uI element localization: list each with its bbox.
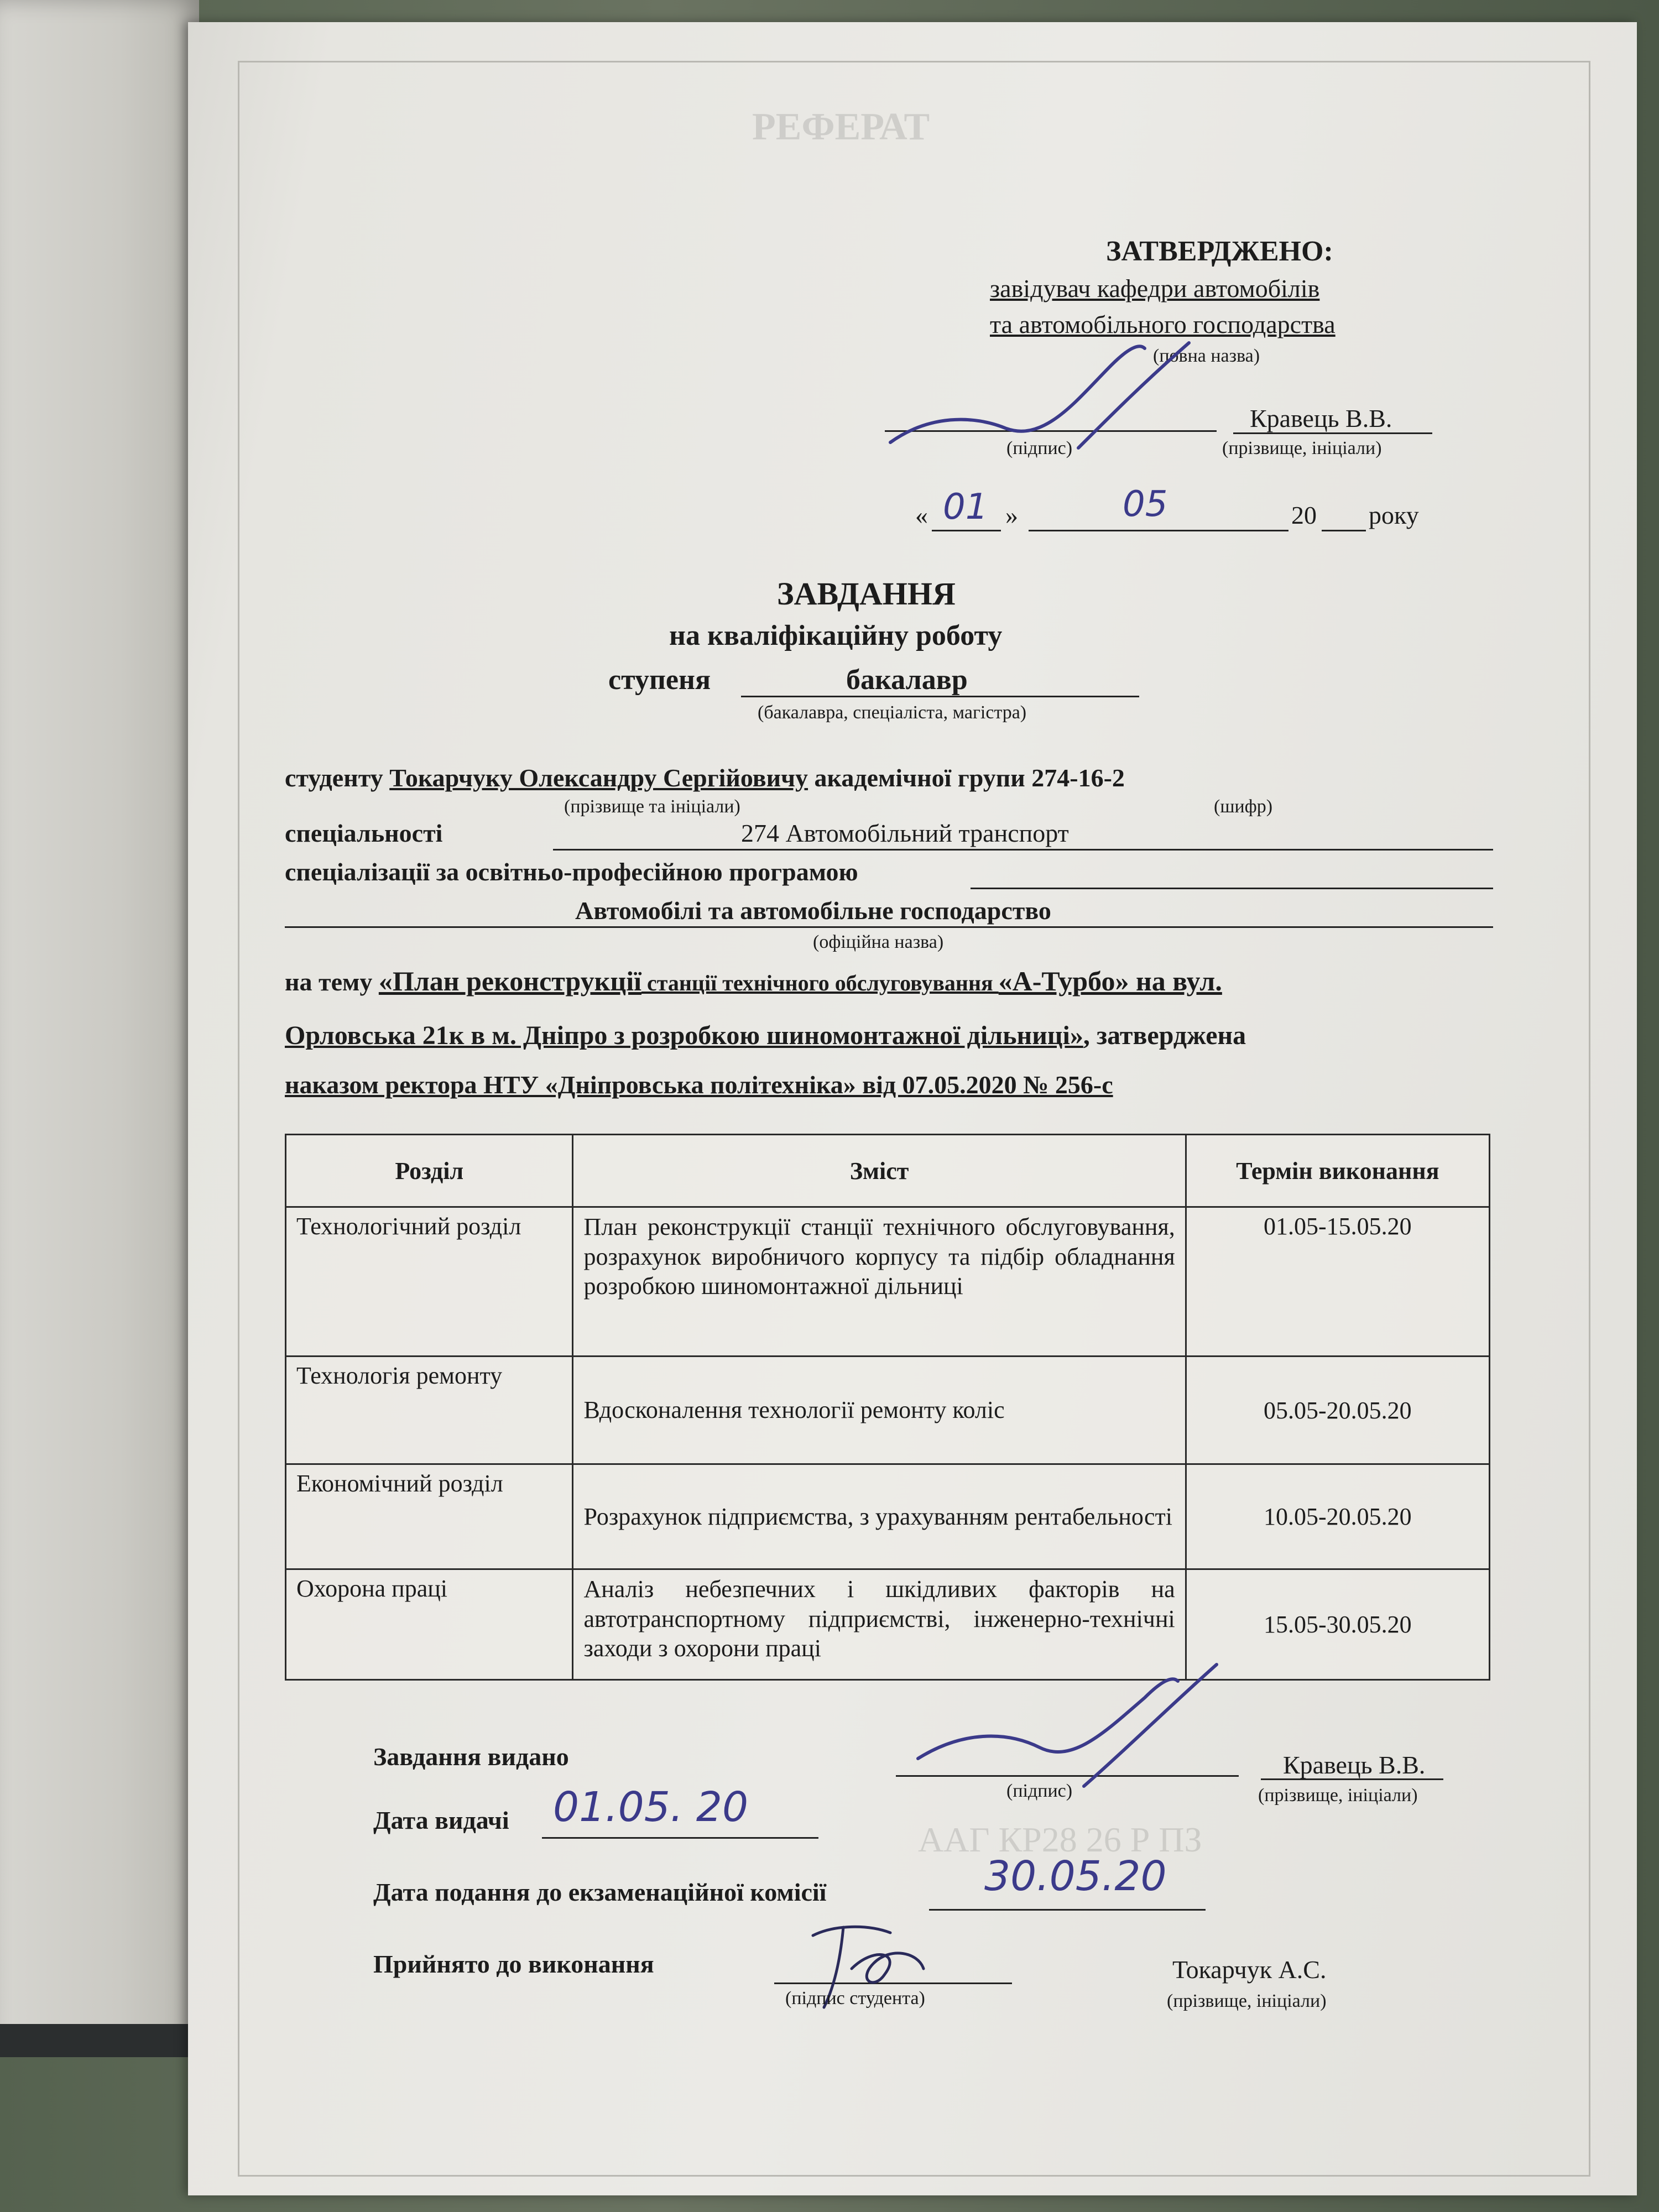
accepted-name: Токарчук А.С. bbox=[1172, 1955, 1327, 1984]
specialty-value: 274 Автомобільний транспорт bbox=[741, 819, 1069, 847]
issued-signature-caption: (підпис) bbox=[1006, 1781, 1073, 1801]
table-row bbox=[286, 1357, 1490, 1464]
task-subtitle: на кваліфікаційну роботу bbox=[669, 620, 1003, 651]
approval-year-suffix: року bbox=[1369, 501, 1419, 529]
header-term: Термін виконання bbox=[1186, 1135, 1489, 1207]
table-row bbox=[286, 1207, 1490, 1357]
specialty-label: спеціальності bbox=[285, 819, 443, 847]
task-degree-label: ступеня bbox=[608, 664, 711, 696]
accepted-label: Прийнято до виконання bbox=[373, 1950, 654, 1978]
row-term: 01.05-15.05.20 bbox=[1186, 1207, 1489, 1357]
approval-date-month-line bbox=[1029, 530, 1288, 531]
document-page bbox=[188, 22, 1637, 2195]
header-content: Зміст bbox=[573, 1135, 1186, 1207]
program-value: Автомобілі та автомобільне господарство bbox=[575, 896, 1051, 925]
topic-line2-b: , затверджена bbox=[1083, 1021, 1246, 1050]
approval-position-line2: та автомобільного господарства bbox=[990, 310, 1335, 338]
student-name: Токарчуку Олександру Сергійовичу bbox=[389, 764, 808, 792]
issued-name: Кравець В.В. bbox=[1283, 1751, 1426, 1779]
topic-line1 bbox=[285, 965, 1222, 997]
approval-date-close-quote: » bbox=[1005, 501, 1018, 529]
row-term: 15.05-30.05.20 bbox=[1186, 1569, 1489, 1680]
specialization-line bbox=[971, 888, 1493, 889]
approval-date-day: 01 bbox=[943, 487, 988, 528]
submit-value: 30.05.20 bbox=[984, 1853, 1167, 1900]
topic-prefix: на тему bbox=[285, 968, 379, 996]
table-row bbox=[286, 1464, 1490, 1569]
topic-line2-a: Орловська 21к в м. Дніпро з розробкою шиномонтажної дільниці» bbox=[285, 1021, 1083, 1050]
approval-date-month: 05 bbox=[1123, 484, 1168, 525]
topic-part-a: «План реконструкції bbox=[378, 966, 641, 997]
task-plan-table bbox=[285, 1134, 1490, 1681]
student-group: 274-16-2 bbox=[1031, 764, 1125, 792]
task-degree-value: бакалавр bbox=[846, 664, 968, 696]
header-section: Розділ bbox=[286, 1135, 573, 1207]
topic-part-c: «А-Турбо» на вул. bbox=[998, 966, 1222, 997]
approval-year-prefix: 20 bbox=[1291, 501, 1317, 529]
approval-title: ЗАТВЕРДЖЕНО: bbox=[1106, 236, 1333, 267]
row-section: Технологія ремонту bbox=[286, 1357, 573, 1464]
topic-line3: наказом ректора НТУ «Дніпровська політехніка» від 07.05.2020 № 256-с bbox=[285, 1071, 1113, 1099]
program-line bbox=[285, 926, 1493, 928]
task-title: ЗАВДАННЯ bbox=[777, 576, 956, 612]
table-row bbox=[286, 1569, 1490, 1680]
approval-position-caption: (повна назва) bbox=[1153, 346, 1260, 366]
specialization-label: спеціалізації за освітньо-професійною програмою bbox=[285, 858, 858, 886]
program-caption: (офіційна назва) bbox=[813, 932, 944, 952]
issued-signature-icon bbox=[907, 1659, 1250, 1792]
topic-part-b: станції технічного обслуговування bbox=[641, 971, 999, 995]
student-name-caption: (прізвище та ініціали) bbox=[564, 796, 740, 817]
student-label-text: студенту bbox=[285, 764, 383, 792]
approval-date-day-line bbox=[932, 530, 1001, 531]
left-page bbox=[0, 0, 199, 2057]
topic-line2 bbox=[285, 1020, 1246, 1051]
student-group-label: академічної групи bbox=[814, 764, 1025, 792]
approval-year-line bbox=[1322, 530, 1366, 531]
approval-signature-caption: (підпис) bbox=[1006, 438, 1073, 458]
row-content: План реконструкції станції технічного обслуговування, розрахунок виробничого корпусу та підбір обладнання розробкою шиномонтажної дільниці bbox=[573, 1207, 1186, 1357]
issue-date-value: 01.05. 20 bbox=[553, 1783, 749, 1831]
row-term: 10.05-20.05.20 bbox=[1186, 1464, 1489, 1569]
issued-name-line bbox=[1261, 1778, 1443, 1780]
student-label bbox=[285, 763, 1125, 792]
submit-label: Дата подання до екзаменаційної комісії bbox=[373, 1878, 827, 1906]
row-content: Вдосконалення технології ремонту коліс bbox=[573, 1357, 1186, 1464]
approval-position-line1: завідувач кафедри автомобілів bbox=[990, 274, 1320, 302]
issued-label: Завдання видано bbox=[373, 1743, 569, 1771]
row-content: Аналіз небезпечних і шкідливих факторів на автотранспортному підприємстві, інженерно-технічні заходи з охорони праці bbox=[573, 1569, 1186, 1680]
row-term: 05.05-20.05.20 bbox=[1186, 1357, 1489, 1464]
student-group-caption: (шифр) bbox=[1214, 796, 1273, 817]
table-header-row bbox=[286, 1135, 1490, 1207]
approval-name-line bbox=[1233, 432, 1432, 434]
row-section: Технологічний розділ bbox=[286, 1207, 573, 1357]
row-content: Розрахунок підприємства, з урахуванням рентабельності bbox=[573, 1464, 1186, 1569]
approval-date-open-quote: « bbox=[915, 501, 928, 529]
approval-name: Кравець В.В. bbox=[1250, 404, 1392, 432]
issued-name-caption: (прізвище, ініціали) bbox=[1258, 1785, 1418, 1806]
accepted-name-caption: (прізвище, ініціали) bbox=[1167, 1991, 1327, 2011]
accepted-signature-caption: (підпис студента) bbox=[785, 1988, 925, 2008]
issue-date-label: Дата видачі bbox=[373, 1806, 509, 1834]
show-through-stamp: ААГ КР28 26 Р ПЗ bbox=[918, 1820, 1202, 1859]
specialty-line bbox=[553, 849, 1493, 851]
row-section: Економічний розділ bbox=[286, 1464, 573, 1569]
issue-date-line bbox=[542, 1837, 818, 1839]
approval-name-caption: (прізвище, ініціали) bbox=[1222, 438, 1382, 458]
row-section: Охорона праці bbox=[286, 1569, 573, 1680]
task-degree-caption: (бакалавра, спеціаліста, магістра) bbox=[758, 702, 1027, 723]
show-through-text: РЕФЕРАТ bbox=[752, 106, 930, 148]
submit-line bbox=[929, 1909, 1206, 1911]
